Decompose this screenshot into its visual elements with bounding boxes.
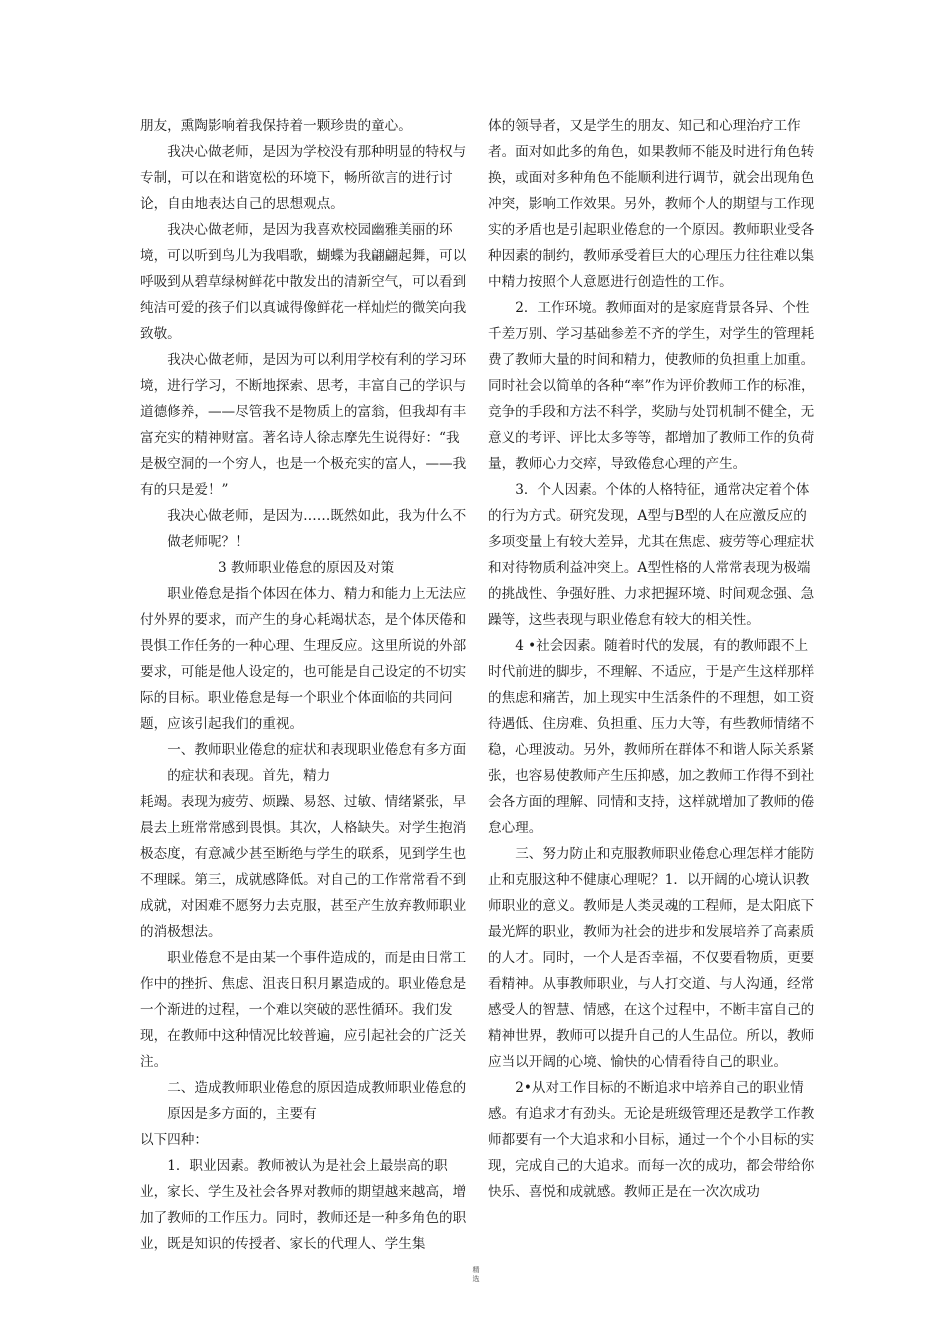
paragraph: 3．个人因素。个体的人格特征，通常决定着个体的行为方式。研究发现，A型与B型的人在应激反应的多项变量上有较大差异，尤其在焦虑、疲劳等心理症状和对待物质利益冲突上。A型性格的人常常表现为极端的挑战性、争强好胜、力求把握环境、时间观念强、急躁等，这些表现与职业倦怠有较大的相关性。 [488, 482, 815, 628]
paragraph: 三、努力防止和克服教师职业倦怠心理怎样才能防止和克服这种不健康心理呢？1．以开阔的心境认识教师职业的意义。教师是人类灵魂的工程师，是太阳底下最光辉的职业，教师为社会的进步和发展培养了高素质的人才。同时，一个人是否幸福，不仅要看物质，更要看精神。从事教师职业，与人打交道、与人沟通，经常感受人的智慧、情感，在这个过程中，不断丰富自己的精神世界，教师可以提升自己的人生品位。所以，教师应当以开阔的心境、愉快的心情看待自己的职业。 [488, 846, 815, 1070]
paragraph: 耗竭。表现为疲劳、烦躁、易怒、过敏、情绪紧张，早晨去上班常常感到畏惧。其次，人格缺失。对学生抱消极态度，有意减少甚至断绝与学生的联系，见到学生也不理睬。第三，成就感降低。对自己的工作常常看不到成就，对困难不愿努力去克服，甚至产生放弃教师职业的消极想法。 [140, 794, 467, 940]
paragraph: 职业倦怠是指个体因在体力、精力和能力上无法应付外界的要求，而产生的身心耗竭状态，是个体厌倦和畏惧工作任务的一种心理、生理反应。这里所说的外部要求，可能是他人设定的，也可能是自己设定的不切实际的目标。职业倦怠是每一个职业个体面临的共同问题，应该引起我们的重视。 [140, 586, 467, 732]
paragraph: 2．工作环境。教师面对的是家庭背景各异、个性千差万别、学习基础参差不齐的学生，对学生的管理耗费了教师大量的时间和精力，使教师的负担重上加重。同时社会以简单的各种“率”作为评价教师工作的标准，竞争的手段和方法不科学，奖励与处罚机制不健全，无意义的考评、评比太多等等，都增加了教师工作的负荷量，教师心力交瘁，导致倦怠心理的产生。 [488, 300, 815, 472]
paragraph: 我决心做老师，是因为学校没有那种明显的特权与专制，可以在和谐宽松的环境下，畅所欲言的进行讨论，自由地表达自己的思想观点。 [140, 144, 467, 212]
footer-char: 精 [472, 1266, 480, 1274]
subsection-heading: 一、教师职业倦怠的症状和表现职业倦怠有多方面的症状和表现。首先，精力 [167, 742, 467, 784]
footer-char: 选 [472, 1275, 480, 1283]
paragraph: 我决心做老师，是因为可以利用学校有利的学习环境，进行学习，不断地探索、思考，丰富自己的学识与道德修养，——尽管我不是物质上的富翁，但我却有丰富充实的精神财富。著名诗人徐志摩先生说得好：“我是极空洞的一个穷人，也是一个极充实的富人，——我有的只是爱！” [140, 352, 467, 498]
left-column [140, 113, 472, 1257]
paragraph: 2•从对工作目标的不断追求中培养自己的职业情感。有追求才有劲头。无论是班级管理还是教学工作教师都要有一个大追求和小目标，通过一个个小目标的实现，完成自己的大追求。而每一次的成功，都会带给你快乐、喜悦和成就感。教师正是在一次次成功 [488, 1080, 815, 1200]
paragraph: 我决心做老师，是因为我喜欢校园幽雅美丽的环境，可以听到鸟儿为我唱歌，蝴蝶为我翩翩起舞，可以呼吸到从碧草绿树鲜花中散发出的清新空气，可以看到纯洁可爱的孩子们以真诚得像鲜花一样灿烂的微笑向我致敬。 [140, 222, 467, 342]
subsection-heading: 二、造成教师职业倦怠的原因造成教师职业倦怠的原因是多方面的，主要有 [167, 1080, 467, 1122]
right-column [488, 113, 816, 1205]
paragraph: 体的领导者，又是学生的朋友、知己和心理治疗工作者。面对如此多的角色，如果教师不能及时进行角色转换，或面对多种角色不能顺利进行调节，就会出现角色冲突，影响工作效果。另外，教师个人的期望与工作现实的矛盾也是引起职业倦怠的一个原因。教师职业受各种因素的制约，教师承受着巨大的心理压力往往难以集中精力按照个人意愿进行创造性的工作。 [488, 118, 815, 290]
paragraph: 职业倦怠不是由某一个事件造成的，而是由日常工作中的挫折、焦虑、沮丧日积月累造成的。职业倦怠是一个渐进的过程，一个难以突破的恶性循环。我们发现，在教师中这种情况比较普遍，应引起社会的广泛关注。 [140, 950, 467, 1070]
section-heading: 3 教师职业倦怠的原因及对策 [217, 560, 395, 576]
paragraph: 以下四种： [140, 1132, 208, 1148]
paragraph: 朋友，熏陶影响着我保持着一颗珍贵的童心。 [140, 118, 412, 134]
page-footer [466, 1266, 486, 1284]
paragraph: 4 •社会因素。随着时代的发展，有的教师跟不上时代前进的脚步，不理解、不适应，于是产生这样那样的焦虑和痛苦，加上现实中生活条件的不理想，如工资待遇低、住房难、负担重、压力大等，有些教师情绪不稳，心理波动。另外，教师所在群体不和谐人际关系紧张，也容易使教师产生压抑感，加之教师工作得不到社会各方面的理解、同情和支持，这样就增加了教师的倦怠心理。 [488, 638, 815, 836]
paragraph: 我决心做老师，是因为……既然如此，我为什么不做老师呢？！ [167, 508, 467, 550]
paragraph: 1．职业因素。教师被认为是社会上最崇高的职业，家长、学生及社会各界对教师的期望越来越高，增加了教师的工作压力。同时，教师还是一种多角色的职业，既是知识的传授者、家长的代理人、学生集 [140, 1158, 467, 1252]
